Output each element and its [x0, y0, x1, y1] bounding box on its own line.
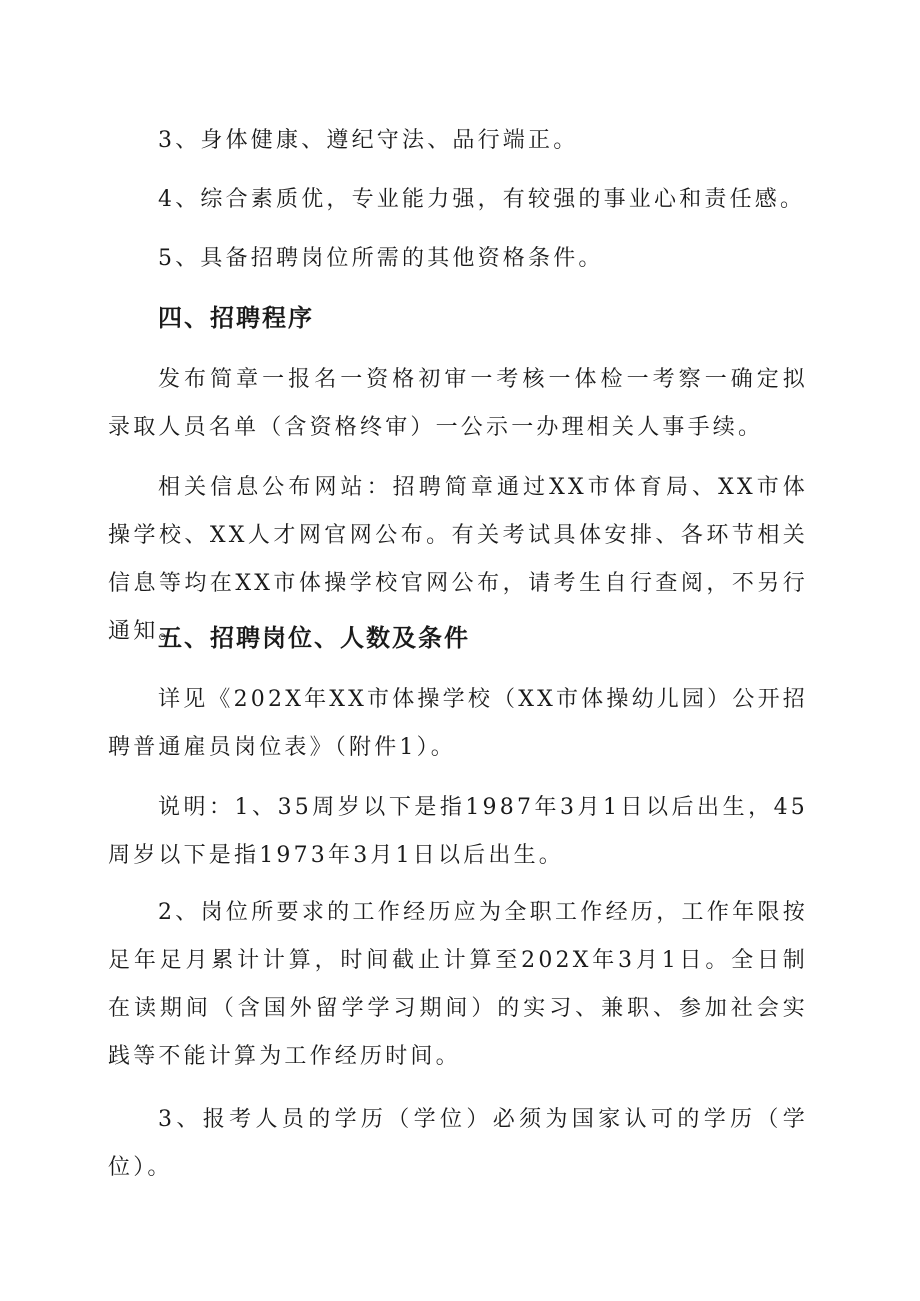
requirement-item-4: 4、综合素质优，专业能力强，有较强的事业心和责任感。 [158, 187, 806, 212]
requirement-item-5: 5、具备招聘岗位所需的其他资格条件。 [158, 246, 604, 271]
info-sites-paragraph: 相关信息公布网站：招聘简章通过XX市体育局、XX市体操学校、XX人才网官网公布。有关考试具体安排、各环节相关信息等均在XX市体操学校官网公布，请考生自行查阅，不另行通知。 [108, 475, 808, 644]
procedure-paragraph: 发布简章一报名一资格初审一考核一体检一考察一确定拟录取人员名单（含资格终审）一公示一办理相关人事手续。 [108, 367, 808, 440]
details-paragraph: 详见《202X年XX市体操学校（XX市体操幼儿园）公开招聘普通雇员岗位表》（附件1）。 [108, 687, 808, 760]
requirement-item-3: 3、身体健康、遵纪守法、品行端正。 [158, 128, 579, 153]
note-2-paragraph: 2、岗位所要求的工作经历应为全职工作经历，工作年限按足年足月累计计算，时间截止计算至202X年3月1日。全日制在读期间（含国外留学学习期间）的实习、兼职、参加社会实践等不能计算为工作经历时间。 [108, 900, 808, 1069]
note-1-paragraph: 说明：1、35周岁以下是指1987年3月1日以后出生，45周岁以下是指1973年3月1日以后出生。 [108, 795, 808, 868]
section-heading-procedure: 四、招聘程序 [158, 304, 314, 332]
note-3-paragraph: 3、报考人员的学历（学位）必须为国家认可的学历（学位）。 [108, 1107, 808, 1180]
section-heading-positions: 五、招聘岗位、人数及条件 [158, 624, 470, 652]
